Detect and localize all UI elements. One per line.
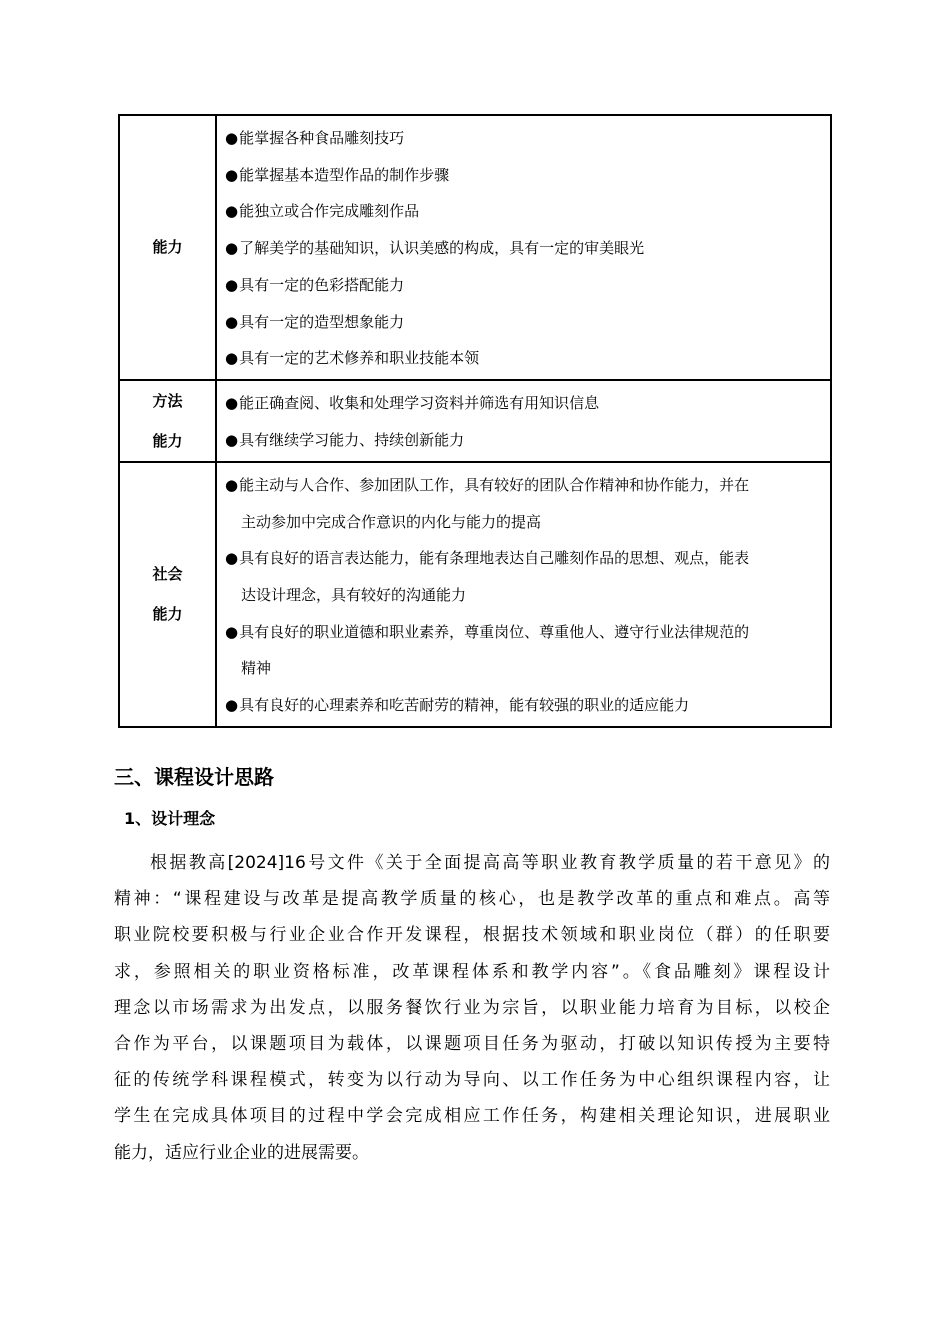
paragraph-line: 职业院校要积极与行业企业合作开发课程，根据技术领域和职业岗位（群）的任职要: [114, 925, 830, 946]
ability-item: [225, 157, 822, 194]
ability-item-text: 主动参加中完成合作意识的内化与能力的提高: [241, 512, 542, 531]
bullet-icon: ●: [225, 394, 239, 413]
ability-item-text: 能主动与人合作、参加团队工作，具有较好的团队合作精神和协作能力，并在: [239, 475, 750, 494]
ability-item-text: 具有良好的职业道德和职业素养，尊重岗位、尊重他人、遵守行业法律规范的: [239, 622, 750, 641]
ability-item-text: 能正确查阅、收集和处理学习资料并筛选有用知识信息: [239, 394, 600, 413]
ability-item-text: 具有良好的语言表达能力，能有条理地表达自己雕刻作品的思想、观点，能表: [239, 549, 750, 568]
ability-item-text: 能掌握各种食品雕刻技巧: [239, 129, 405, 147]
section-title: 三、课程设计思路: [114, 765, 274, 789]
ability-item-text: 具有良好的心理素养和吃苦耐劳的精神，能有较强的职业的适应能力: [239, 696, 690, 715]
items-cell: [216, 380, 831, 462]
ability-item: [225, 540, 822, 613]
ability-table: [118, 114, 832, 728]
subsection-title: 1、设计理念: [124, 809, 216, 828]
ability-item-text: 具有一定的色彩搭配能力: [239, 275, 405, 294]
bullet-icon: ●: [225, 202, 239, 221]
paragraph-line: 合作为平台，以课题项目为载体，以课题项目任务为驱动，打破以知识传授为主要特: [114, 1034, 830, 1055]
ability-item-text: 具有一定的造型想象能力: [239, 312, 405, 331]
ability-row: [119, 462, 831, 727]
ability-item: [225, 120, 822, 157]
ability-item: [225, 385, 822, 422]
ability-item-text: 了解美学的基础知识，认识美感的构成，具有一定的审美眼光: [239, 239, 645, 258]
ability-item: [225, 304, 822, 341]
bullet-icon: ●: [225, 549, 239, 568]
bullet-icon: ●: [225, 349, 239, 368]
category-cell: [119, 380, 216, 462]
bullet-icon: ●: [225, 312, 239, 331]
category-cell: [119, 462, 216, 727]
ability-item-text: 具有继续学习能力、持续创新能力: [239, 430, 465, 449]
bullet-icon: ●: [225, 165, 239, 184]
bullet-icon: ●: [225, 430, 239, 449]
ability-item-text: 精神: [241, 659, 272, 678]
bullet-icon: ●: [225, 622, 239, 641]
paragraph-line: 理念以市场需求为出发点，以服务餐饮行业为宗旨，以职业能力培育为目标，以校企: [114, 997, 830, 1018]
ability-item-text: 具有一定的艺术修养和职业技能本领: [239, 349, 480, 368]
items-cell: [216, 115, 831, 380]
ability-item-text: 达设计理念，具有较好的沟通能力: [241, 586, 467, 605]
paragraph-line: 征的传统学科课程模式，转变为以行动为导向、以工作任务为中心组织课程内容，让: [114, 1070, 830, 1091]
bullet-icon: ●: [225, 696, 239, 715]
paragraph-line: 求，参照相关的职业资格标准，改革课程体系和教学内容”。《食品雕刻》课程设计: [114, 961, 830, 982]
bullet-icon: ●: [225, 475, 239, 494]
category-cell: [119, 115, 216, 380]
ability-item: [225, 230, 822, 267]
ability-item: [225, 422, 822, 459]
category-label: 能力: [152, 605, 183, 624]
ability-item-text: 能独立或合作完成雕刻作品: [239, 202, 420, 221]
ability-item: [225, 614, 822, 687]
bullet-icon: ●: [225, 129, 239, 147]
ability-table-body: [119, 115, 831, 727]
bullet-icon: ●: [225, 275, 239, 294]
ability-row: [119, 380, 831, 462]
ability-item: [225, 467, 822, 540]
ability-item-text: 能掌握基本造型作品的制作步骤: [239, 165, 450, 184]
bullet-icon: ●: [225, 239, 239, 258]
paragraph-line: 能力，适应行业企业的进展需要。: [114, 1142, 369, 1163]
paragraph-line: 根据教高[2024]16号文件《关于全面提高高等职业教育教学质量的若干意见》的: [150, 853, 830, 873]
ability-item: [225, 267, 822, 304]
category-label: 能力: [152, 238, 183, 257]
paragraph-line: 精神：“课程建设与改革是提高教学质量的核心，也是教学改革的重点和难点。高等: [114, 889, 830, 910]
paragraph-line: 学生在完成具体项目的过程中学会完成相应工作任务，构建相关理论知识，进展职业: [114, 1106, 830, 1127]
category-label: 社会: [152, 565, 183, 584]
ability-item: [225, 193, 822, 230]
ability-item: [225, 340, 822, 377]
ability-row: [119, 115, 831, 380]
ability-item: [225, 687, 822, 724]
design-concept-paragraph: [114, 845, 830, 1171]
items-cell: [216, 462, 831, 727]
category-label: 能力: [152, 431, 183, 450]
category-label: 方法: [152, 391, 183, 410]
